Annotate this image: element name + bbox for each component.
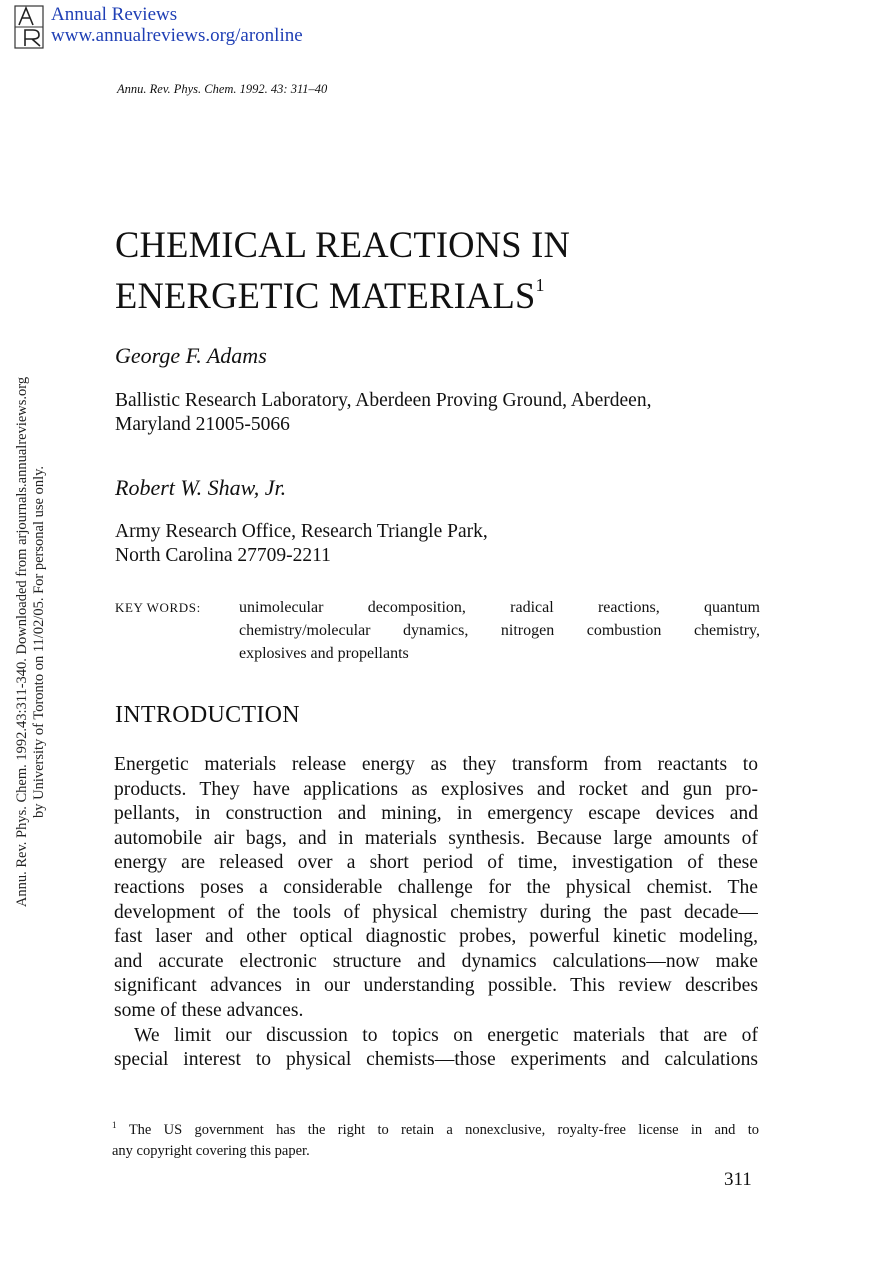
body-line: automobile air bags, and in materials synthesis. Because large amounts of: [114, 827, 758, 849]
footnote-marker: 1: [112, 1120, 117, 1130]
author-name: Robert W. Shaw, Jr.: [115, 475, 287, 500]
body-line: development of the tools of physical chemistry during the past decade—: [114, 901, 758, 923]
download-note-line: by University of Toronto on 11/02/05. For personal use only.: [31, 465, 47, 819]
affiliation-line: Ballistic Research Laboratory, Aberdeen Proving Ground, Aberdeen,: [115, 390, 652, 411]
section-heading: INTRODUCTION: [115, 702, 300, 728]
body-line: some of these advances.: [114, 999, 304, 1021]
footnote-line: any copyright covering this paper.: [112, 1142, 310, 1159]
author-affiliation: [115, 520, 488, 568]
body-line: energy are released over a short period of time, investigation of these: [114, 852, 758, 874]
title-line: CHEMICAL REACTIONS IN: [115, 224, 571, 265]
body-line: pellants, in construction and mining, in emergency escape devices and: [114, 803, 758, 825]
body-line: special interest to physical chemists—those experiments and calculations: [114, 1049, 758, 1071]
journal-citation: Annu. Rev. Phys. Chem. 1992. 43: 311–40: [117, 82, 328, 96]
body-line: We limit our discussion to topics on energetic materials that are of: [134, 1024, 758, 1046]
title-line: ENERGETIC MATERIALS: [115, 275, 536, 317]
footnote-text: The US government has the right to retain a nonexclusive, royalty-free license in and to: [128, 1121, 759, 1138]
publisher-name[interactable]: Annual Reviews: [51, 4, 178, 25]
affiliation-line: Maryland 21005-5066: [115, 414, 290, 435]
publisher-url-link[interactable]: www.annualreviews.org/aronline: [51, 25, 303, 46]
page-number: 311: [724, 1169, 752, 1190]
download-note-line: Annu. Rev. Phys. Chem. 1992.43:311-340. Downloaded from arjournals.annualreviews.org: [14, 376, 30, 908]
title-footnote-marker: 1: [535, 275, 545, 295]
affiliation-line: North Carolina 27709-2211: [115, 545, 331, 566]
body-line: products. They have applications as explosives and rocket and gun pro-: [114, 778, 758, 800]
keywords-line: chemistry/molecular dynamics, nitrogen combustion chemistry,: [239, 622, 760, 639]
annual-reviews-logo-icon: [14, 5, 44, 49]
footnote: [112, 1115, 759, 1162]
download-watermark: [14, 207, 48, 1077]
body-line: and accurate electronic structure and dynamics calculations—now make: [114, 950, 758, 972]
keywords-block: [115, 596, 760, 665]
affiliation-line: Army Research Office, Research Triangle Park,: [115, 521, 488, 542]
body-line: reactions poses a considerable challenge for the physical chemist. The: [114, 876, 758, 898]
footnote-line: [112, 1115, 759, 1141]
author-name: George F. Adams: [115, 343, 267, 368]
article-title: [115, 222, 570, 318]
body-line: significant advances in our understanding possible. This review describes: [114, 975, 758, 997]
keywords-line: unimolecular decomposition, radical reactions, quantum: [239, 599, 760, 616]
body-line: Energetic materials release energy as they transform from reactants to: [114, 754, 758, 775]
keywords-label: KEY WORDS:: [115, 600, 201, 615]
body-line: fast laser and other optical diagnostic probes, powerful kinetic modeling,: [114, 926, 758, 948]
publisher-block: [51, 4, 303, 46]
author-affiliation: [115, 389, 651, 437]
keywords-line: explosives and propellants: [239, 645, 409, 662]
introduction-body: [114, 753, 758, 1073]
